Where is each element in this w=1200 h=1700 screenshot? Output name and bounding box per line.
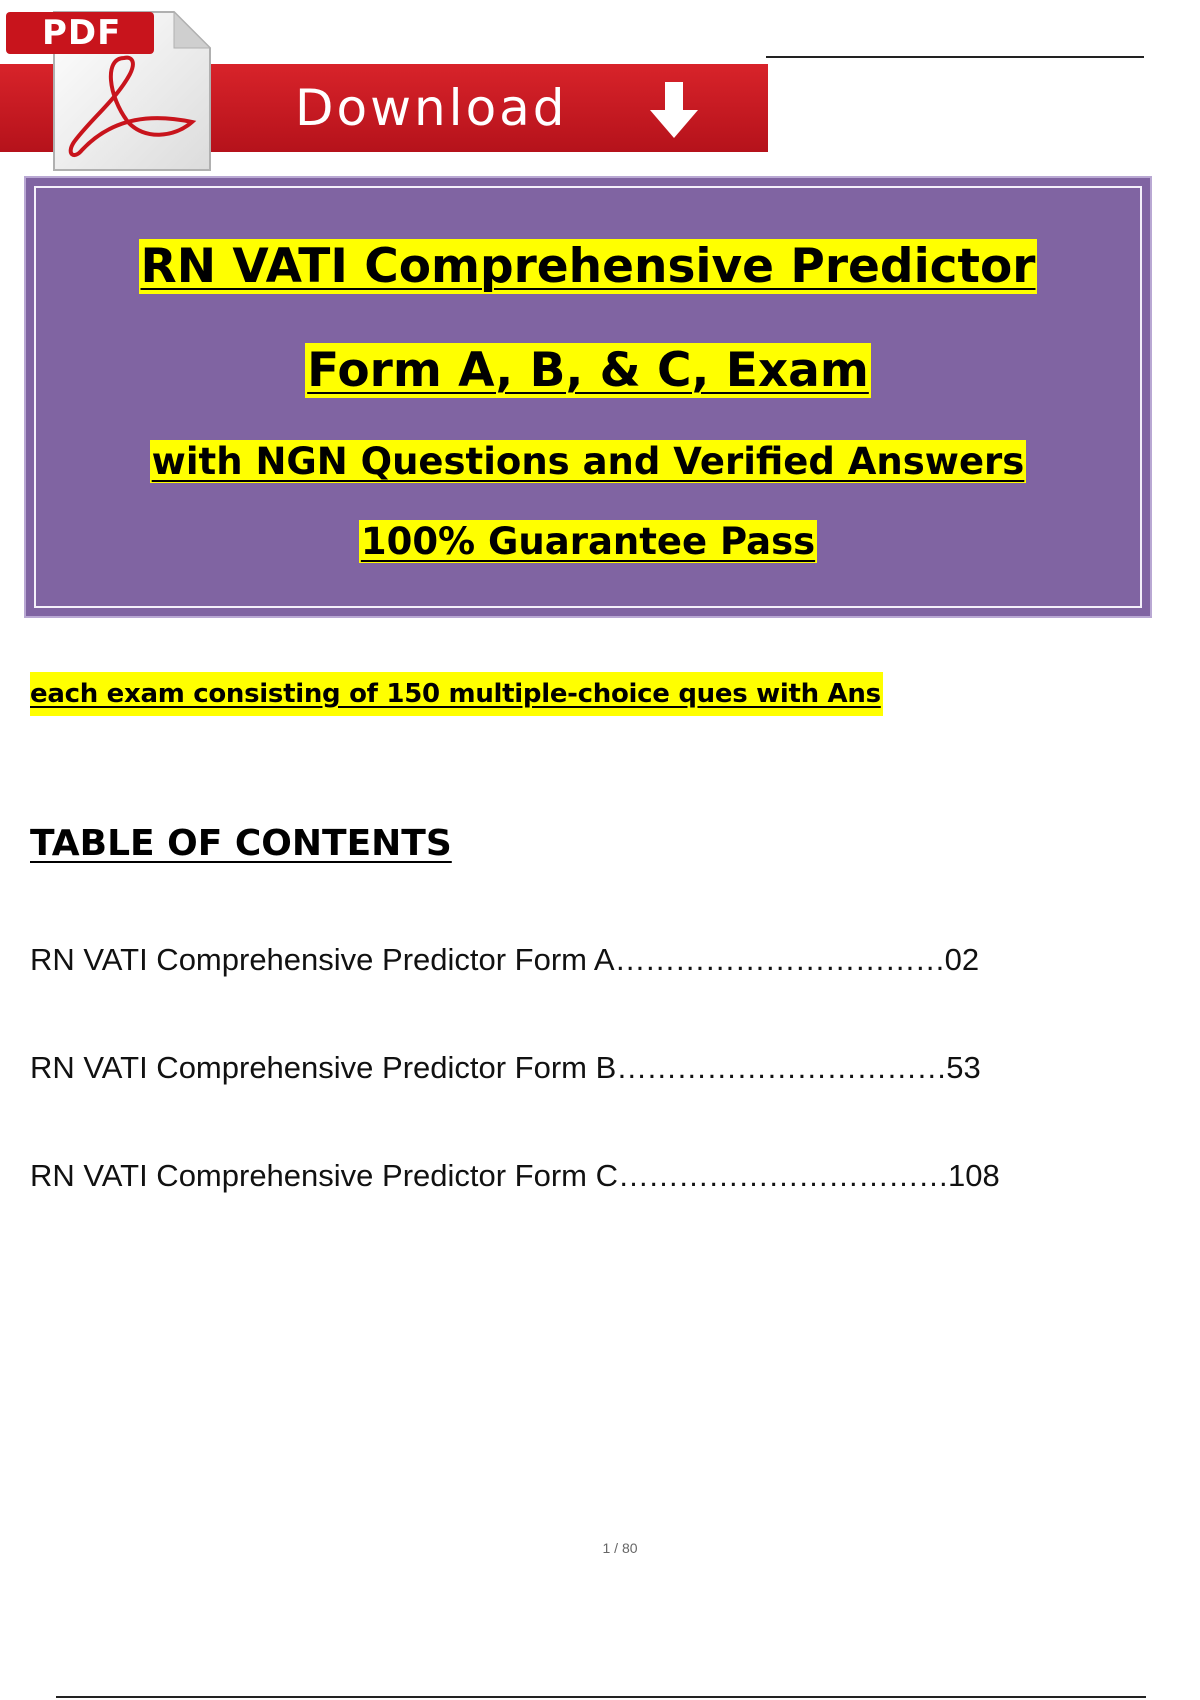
footer-rule (56, 1696, 1146, 1698)
toc-entry[interactable] (30, 1152, 1000, 1200)
title-inner-border (34, 186, 1142, 608)
exam-description: each exam consisting of 150 multiple-choice ques with Ans (30, 672, 883, 716)
toc-leader-dots: …………………………… (616, 1050, 947, 1085)
toc-entry-label: RN VATI Comprehensive Predictor Form B (30, 1050, 617, 1085)
title-box (24, 176, 1152, 618)
toc-entry-page: 02 (944, 942, 980, 977)
toc-leader-dots: …………………………… (618, 1158, 949, 1193)
pdf-download-banner[interactable] (0, 0, 770, 175)
title-line-2: Form A, B, & C, Exam (307, 343, 869, 398)
toc-entry-label: RN VATI Comprehensive Predictor Form C (30, 1158, 619, 1193)
toc-heading: TABLE OF CONTENTS (30, 823, 452, 864)
pdf-tag: PDF (6, 12, 154, 54)
title-line-1: RN VATI Comprehensive Predictor (140, 239, 1036, 294)
toc-entry[interactable] (30, 936, 979, 984)
toc-entry-page: 53 (946, 1050, 981, 1085)
toc-entry[interactable] (30, 1044, 981, 1092)
toc-entry-label: RN VATI Comprehensive Predictor Form A (30, 942, 615, 977)
toc-entry-page: 108 (948, 1158, 1000, 1193)
down-arrow-icon (646, 80, 702, 140)
title-line-3: with NGN Questions and Verified Answers (151, 440, 1025, 483)
toc-leader-dots: …………………………… (614, 942, 945, 977)
page-indicator: 1 / 80 (602, 1540, 638, 1556)
download-label: Download (295, 79, 568, 137)
header-rule (766, 56, 1144, 58)
title-line-4: 100% Guarantee Pass (360, 520, 816, 563)
